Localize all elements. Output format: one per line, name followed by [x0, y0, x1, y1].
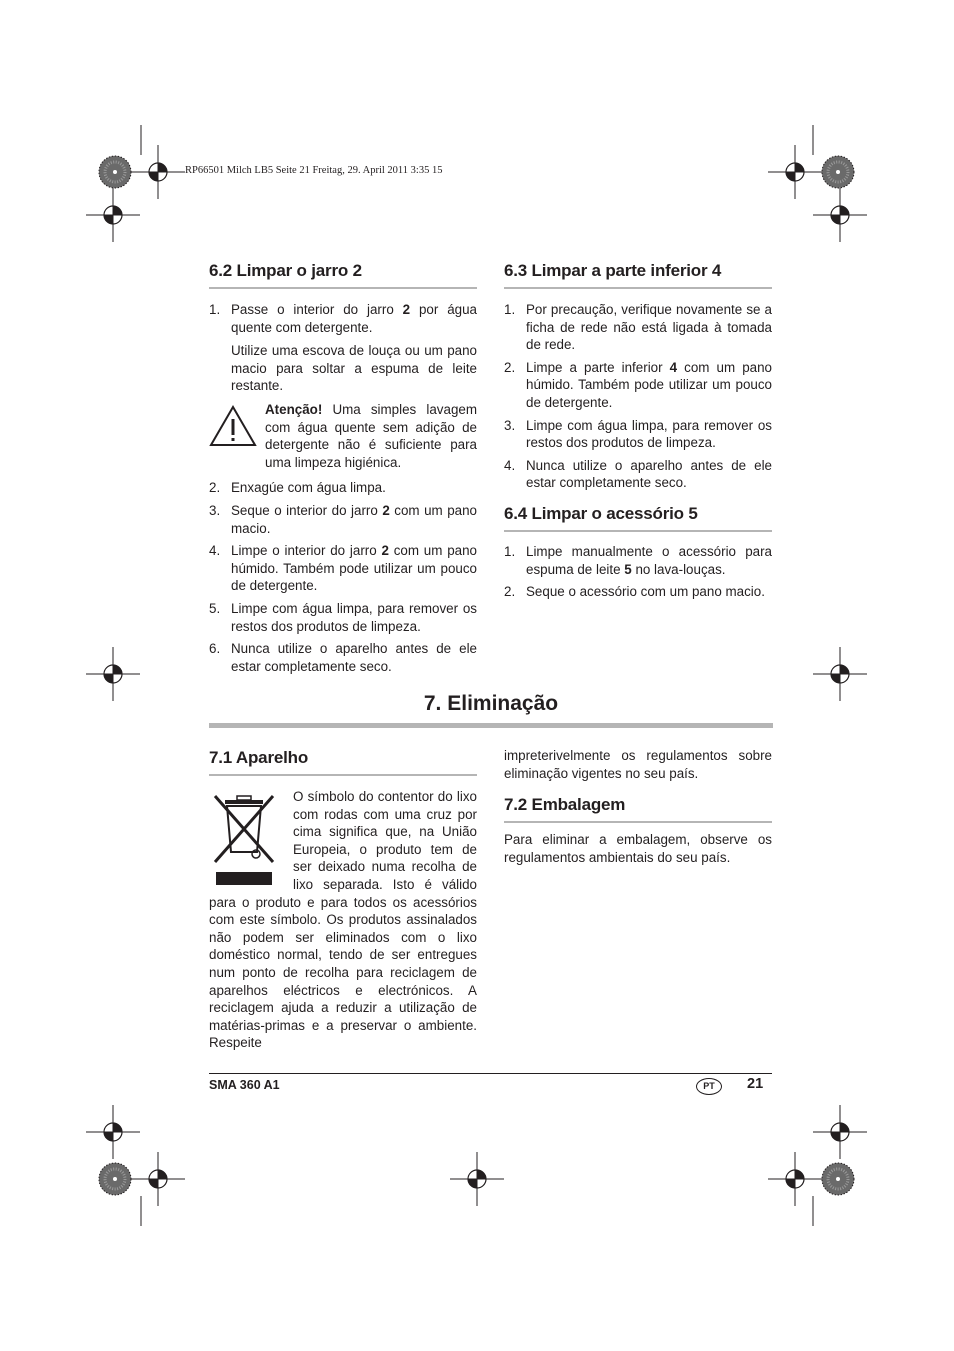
warning-note [209, 401, 477, 471]
list-item: 2. Limpe a parte inferior 4 com um pano húmido. Também pode utilizar um pouco de detergente. [504, 359, 772, 410]
steps-list-6-4 [504, 543, 772, 601]
print-header: RP66501 Milch LB5 Seite 21 Freitag, 29. April 2011 3:35 15 [185, 165, 443, 176]
footer-rule [209, 1073, 772, 1074]
steps-list-6-3 [504, 301, 772, 492]
section-title-7-2: 7.2 Embalagem [504, 794, 772, 823]
section-6-2-body [209, 301, 477, 680]
page-number: 21 [747, 1076, 764, 1092]
section-7-2-body: Para eliminar a embalagem, observe os regulamentos ambientais do seu país. [504, 832, 772, 865]
list-item: 4. Limpe o interior do jarro 2 com um pano húmido. Também pode utilizar um pouco de detergente. [209, 543, 477, 594]
language-badge: PT [696, 1078, 722, 1095]
warning-text: Atenção! Uma simples lavagem com água quente sem adição de detergente não é suficiente para uma limpeza higiénica. [265, 401, 477, 470]
crossed-out-wheelie-bin-icon [209, 790, 287, 890]
list-item: 4. Nunca utilize o aparelho antes de ele estar completamente seco. [504, 457, 772, 491]
section-title-6-2: 6.2 Limpar o jarro 2 [209, 260, 477, 289]
chapter-title: 7. Eliminação [209, 690, 773, 728]
warning-triangle-icon [209, 401, 265, 471]
section-6-3-body [504, 301, 772, 497]
list-item: 1. Passe o interior do jarro 2 por água quente com detergente. Utilize uma escova de louça ou um pano macio para soltar a espuma de leite restante. [209, 302, 477, 394]
section-title-7-1: 7.1 Aparelho [209, 747, 477, 776]
list-item: 2. Seque o acessório com um pano macio. [504, 584, 765, 600]
list-item: 5. Limpe com água limpa, para remover os restos dos produtos de limpeza. [209, 600, 477, 634]
list-item: 6. Nunca utilize o aparelho antes de ele estar completamente seco. [209, 641, 477, 674]
list-item: 3. Seque o interior do jarro 2 com um pano macio. [209, 502, 477, 536]
model-number: SMA 360 A1 [209, 1078, 280, 1092]
section-7-1-continuation: impreterivelmente os regulamentos sobre eliminação vigentes no seu país. [504, 748, 772, 781]
list-item: 2. Enxagúe com água limpa. [209, 480, 386, 496]
list-item: 3. Limpe com água limpa, para remover os restos dos produtos de limpeza. [504, 417, 772, 451]
steps-list-6-2 [209, 301, 477, 395]
steps-list-6-2-continued [209, 479, 477, 675]
section-title-6-3: 6.3 Limpar a parte inferior 4 [504, 260, 772, 289]
weee-paragraph: O símbolo do contentor do lixo com rodas com uma cruz por cima significa que, na União Europeia, o produto tem de ser deixado numa recolha de lixo separada. Isto é válido para o produto e para todos os acessórios com este símbolo. Os produtos assinalados não podem ser eliminados com o lixo doméstico normal, tendo de ser entregues num ponto de recolha para reciclagem de aparelhos eléctricos e electrónicos. A reciclagem ajuda a reduzir a utilização de matérias-primas e a preservar o ambiente. Respeite [209, 789, 477, 1051]
list-item: 1. Limpe manualmente o acessório para espuma de leite 5 no lava-louças. [504, 544, 772, 577]
section-6-4-body [504, 543, 772, 606]
section-title-6-4: 6.4 Limpar o acessório 5 [504, 503, 772, 532]
list-item: 1. Por precaução, verifique novamente se a ficha de rede não está ligada à tomada de rede. [504, 302, 772, 353]
list-item-note: Utilize uma escova de louça ou um pano macio para soltar a espuma de leite restante. [231, 343, 477, 394]
section-7-1-body [209, 788, 477, 1052]
